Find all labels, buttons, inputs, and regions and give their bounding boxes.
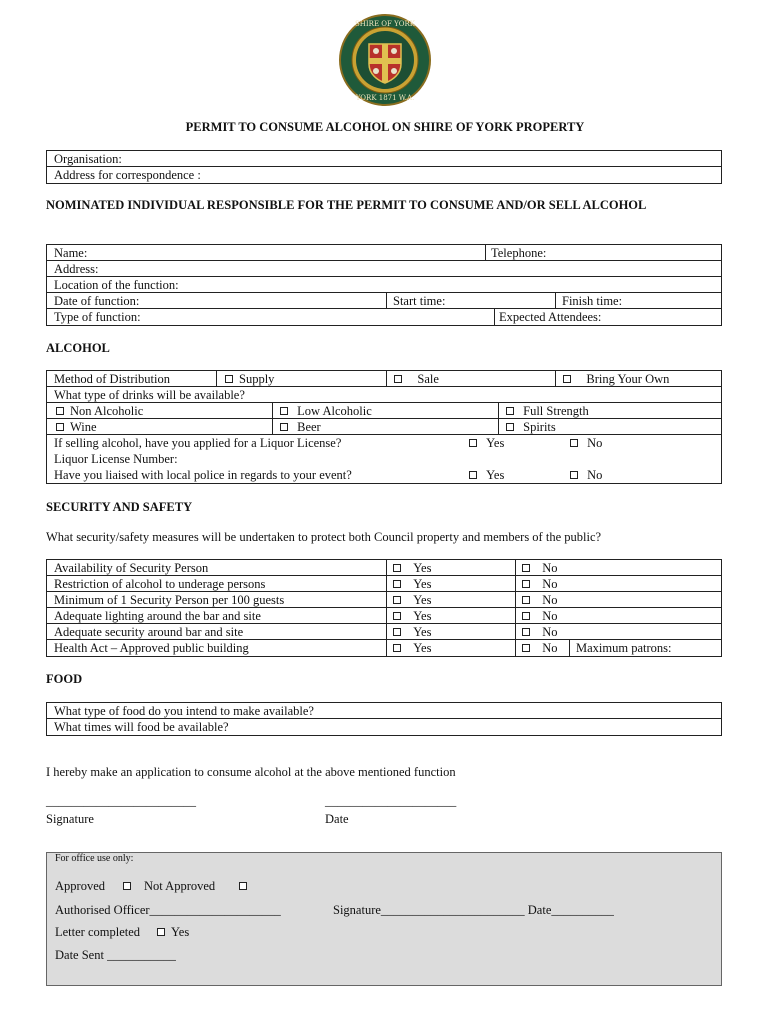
organisation-label: Organisation: [54, 152, 122, 166]
license-yes-option[interactable]: Yes [469, 435, 504, 451]
security-no-checkbox[interactable] [522, 644, 530, 652]
name-row[interactable] [47, 245, 721, 261]
full-strength-checkbox[interactable] [506, 407, 514, 415]
drinks-row-2 [47, 419, 721, 435]
wine-checkbox[interactable] [56, 423, 64, 431]
police-no-option[interactable]: No [570, 467, 602, 483]
organisation-box [46, 150, 722, 184]
police-no-checkbox[interactable] [570, 471, 578, 479]
security-row [47, 576, 721, 592]
security-item: Health Act – Approved public building [54, 641, 249, 655]
not-approved-option[interactable] [239, 879, 253, 894]
security-yes-checkbox[interactable] [393, 596, 401, 604]
food-times-row[interactable] [47, 719, 721, 735]
page-title: PERMIT TO CONSUME ALCOHOL ON SHIRE OF YORK PROPERTY [185, 120, 585, 134]
security-no-option[interactable]: No [522, 576, 558, 591]
office-signature-field[interactable]: Signature_______________________ Date__________ [333, 903, 614, 917]
food-heading: FOOD [46, 672, 83, 686]
office-use-box [46, 852, 722, 986]
license-question: If selling alcohol, have you applied for a Liquor License? [54, 436, 342, 450]
alcohol-box [46, 370, 722, 484]
not-approved-label: Not Approved [144, 879, 216, 893]
license-number-label: Liquor License Number: [54, 452, 178, 466]
beer-option[interactable]: Beer [280, 419, 321, 434]
security-item: Adequate lighting around the bar and site [54, 609, 261, 623]
office-label: For office use only: [55, 853, 134, 864]
spirits-option[interactable]: Spirits [506, 419, 556, 434]
start-time-label: Start time: [393, 294, 446, 308]
security-yes-option[interactable]: Yes [393, 576, 431, 591]
type-row[interactable] [47, 309, 721, 325]
address-row[interactable] [47, 167, 721, 183]
supply-checkbox[interactable] [225, 375, 233, 383]
license-no-option[interactable]: No [570, 435, 602, 451]
date-row[interactable] [47, 293, 721, 309]
security-no-option[interactable]: No [522, 608, 558, 623]
police-yes-option[interactable]: Yes [469, 467, 504, 483]
security-no-checkbox[interactable] [522, 580, 530, 588]
sale-option[interactable]: Sale [394, 371, 439, 386]
police-question: Have you liaised with local police in regards to your event? [54, 468, 352, 482]
address2-row[interactable] [47, 261, 721, 277]
type-label: Type of function: [54, 310, 141, 324]
not-approved-checkbox[interactable] [239, 882, 247, 890]
wine-option[interactable]: Wine [56, 419, 97, 434]
security-yes-option[interactable]: Yes [393, 608, 431, 623]
organisation-row[interactable] [47, 151, 721, 167]
security-yes-checkbox[interactable] [393, 580, 401, 588]
security-row [47, 624, 721, 640]
date-label: Date of function: [54, 294, 140, 308]
security-item: Availability of Security Person [54, 561, 209, 575]
nominated-box [46, 244, 722, 326]
food-times-question: What times will food be available? [54, 720, 229, 734]
name-label: Name: [54, 246, 88, 260]
method-row [47, 371, 721, 387]
security-question: What security/safety measures will be undertaken to protect both Council property and members of the public? [46, 530, 602, 544]
nominated-heading: NOMINATED INDIVIDUAL RESPONSIBLE FOR THE PERMIT TO CONSUME AND/OR SELL ALCOHOL [46, 198, 647, 212]
authorised-officer-field[interactable]: Authorised Officer_____________________ [55, 903, 281, 917]
telephone-label: Telephone: [491, 246, 547, 260]
declaration-text: I hereby make an application to consume alcohol at the above mentioned function [46, 765, 456, 779]
location-label: Location of the function: [54, 278, 179, 292]
spirits-checkbox[interactable] [506, 423, 514, 431]
date-line[interactable]: _____________________ [325, 794, 457, 808]
non-alcoholic-option[interactable]: Non Alcoholic [56, 403, 143, 418]
food-type-row[interactable] [47, 703, 721, 719]
drinks-row-1 [47, 403, 721, 419]
letter-yes-checkbox[interactable] [157, 928, 165, 936]
full-strength-option[interactable]: Full Strength [506, 403, 589, 418]
signature-label: Signature [46, 812, 94, 826]
license-question-row [47, 435, 721, 451]
attendees-label: Expected Attendees: [499, 310, 602, 324]
location-row[interactable] [47, 277, 721, 293]
date-sent-field[interactable]: Date Sent ___________ [55, 948, 176, 962]
letter-yes-option[interactable]: Yes [157, 925, 189, 940]
license-yes-checkbox[interactable] [469, 439, 477, 447]
signature-line[interactable]: ________________________ [46, 794, 196, 808]
security-no-checkbox[interactable] [522, 628, 530, 636]
security-item: Adequate security around bar and site [54, 625, 244, 639]
food-type-question: What type of food do you intend to make available? [54, 704, 314, 718]
approved-checkbox[interactable] [123, 882, 131, 890]
address2-label: Address: [54, 262, 99, 276]
police-question-row [47, 467, 721, 483]
food-box [46, 702, 722, 736]
security-box [46, 559, 722, 657]
security-no-option[interactable]: No [522, 560, 558, 575]
method-label: Method of Distribution [54, 372, 170, 386]
security-yes-checkbox[interactable] [393, 628, 401, 636]
license-no-checkbox[interactable] [570, 439, 578, 447]
security-yes-checkbox[interactable] [393, 644, 401, 652]
svg-text:SHIRE OF YORK: SHIRE OF YORK [355, 20, 415, 28]
byo-option[interactable]: Bring Your Own [563, 371, 669, 386]
security-no-option[interactable]: No [522, 640, 558, 656]
security-yes-checkbox[interactable] [393, 612, 401, 620]
finish-time-label: Finish time: [562, 294, 623, 308]
security-row [47, 560, 721, 576]
svg-text:YORK 1871 W.A.: YORK 1871 W.A. [355, 94, 415, 102]
approved-option[interactable] [123, 879, 137, 894]
security-yes-option[interactable]: Yes [393, 592, 431, 607]
security-no-checkbox[interactable] [522, 596, 530, 604]
letter-completed-label: Letter completed [55, 925, 141, 939]
low-alcoholic-option[interactable]: Low Alcoholic [280, 403, 372, 418]
security-no-option[interactable]: No [522, 624, 558, 639]
non-alcoholic-checkbox[interactable] [56, 407, 64, 415]
shire-of-york-seal [339, 14, 431, 106]
security-no-checkbox[interactable] [522, 612, 530, 620]
approved-label: Approved [55, 879, 105, 893]
security-row [47, 640, 721, 656]
security-item: Restriction of alcohol to underage persons [54, 577, 266, 591]
security-row [47, 608, 721, 624]
drinks-question: What type of drinks will be available? [54, 388, 245, 402]
security-yes-option[interactable]: Yes [393, 560, 431, 575]
security-row [47, 592, 721, 608]
security-heading: SECURITY AND SAFETY [46, 500, 193, 514]
police-yes-checkbox[interactable] [469, 471, 477, 479]
license-number-row[interactable] [47, 451, 721, 467]
alcohol-heading: ALCOHOL [46, 341, 110, 355]
security-yes-checkbox[interactable] [393, 564, 401, 572]
drinks-question-row [47, 387, 721, 403]
address-label: Address for correspondence : [54, 168, 201, 182]
low-alcoholic-checkbox[interactable] [280, 407, 288, 415]
security-item: Minimum of 1 Security Person per 100 guests [54, 593, 285, 607]
security-yes-option[interactable]: Yes [393, 624, 431, 639]
beer-checkbox[interactable] [280, 423, 288, 431]
security-no-checkbox[interactable] [522, 564, 530, 572]
security-yes-option[interactable]: Yes [393, 640, 431, 656]
max-patrons-label[interactable]: Maximum patrons: [576, 641, 672, 655]
sale-checkbox[interactable] [394, 375, 402, 383]
date-label: Date [325, 812, 349, 826]
security-no-option[interactable]: No [522, 592, 558, 607]
supply-option[interactable]: Supply [225, 371, 274, 386]
byo-checkbox[interactable] [563, 375, 571, 383]
